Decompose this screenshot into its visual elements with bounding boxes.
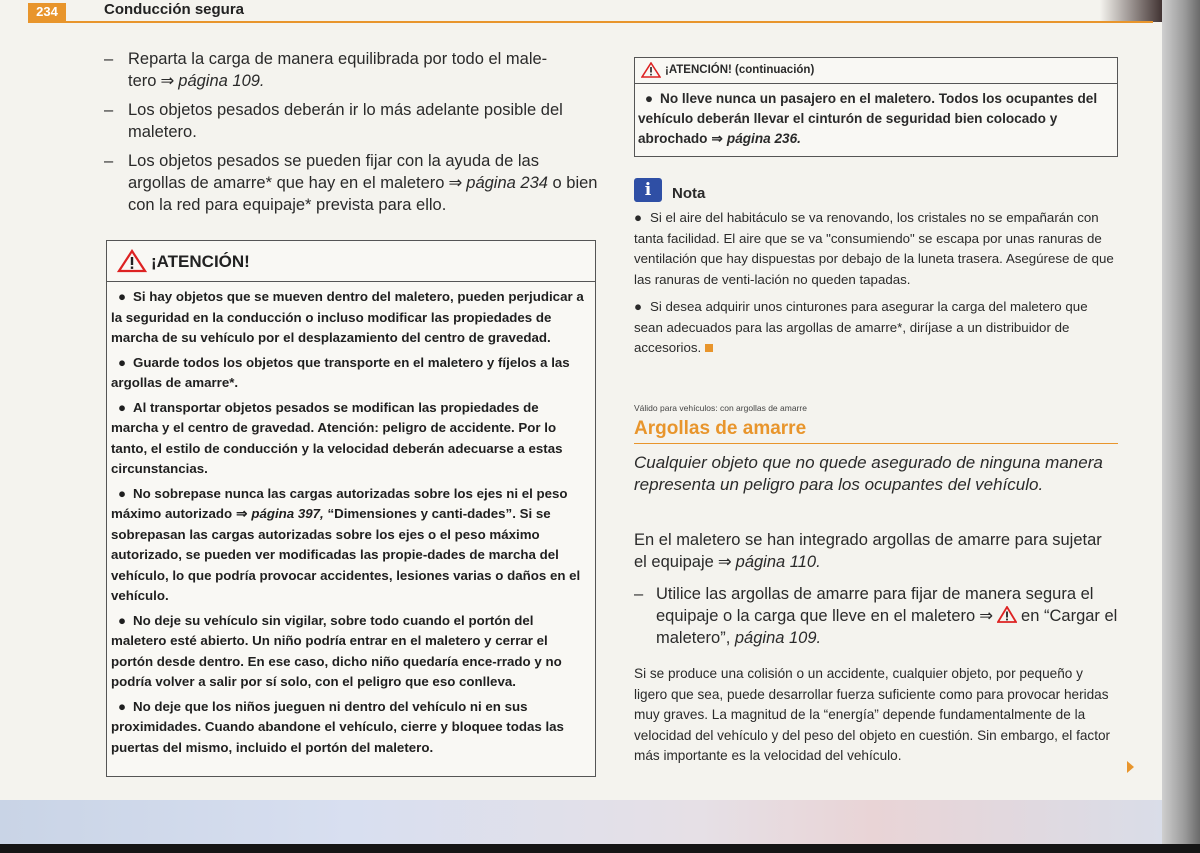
warning-item: [111, 287, 589, 349]
page-reference: página 236.: [726, 131, 801, 146]
end-of-section-icon: [705, 344, 713, 352]
bullet-icon: ●: [117, 354, 127, 370]
note-header: [634, 178, 1118, 208]
dash-marker: –: [104, 101, 114, 119]
instruction-text: [634, 583, 1118, 649]
warning-header: [107, 241, 595, 282]
warning-item: [111, 398, 589, 480]
paragraph-text: En el maletero se han integrado argollas de amarre para sujetar el equipaje: [634, 531, 1102, 571]
arrow-icon: ⇒: [448, 174, 463, 192]
warning-item: [111, 697, 589, 759]
arrow-icon: ⇒: [711, 131, 723, 146]
page-number: 234: [28, 3, 66, 21]
warning-title: ¡ATENCIÓN!: [151, 252, 250, 271]
note-item-text: Si desea adquirir unos cinturones para asegurar la carga del maletero que sean adecuados para las argollas de amarre*, diríjase a un distribuidor de accesorios.: [634, 299, 1088, 355]
warning-continuation-header: [635, 58, 1117, 84]
warning-item-text: No lleve nunca un pasajero en el maletero. Todos los ocupantes del vehículo deberán llevar el cinturón de seguridad bien colocado y abrochado: [638, 91, 1098, 146]
header-rule: [28, 21, 1153, 23]
warning-item-text: Al transportar objetos pesados se modifican las propiedades de marcha y el centro de gravedad. Atención: peligro de accidente. Por lo tanto, el estilo de conducción y la velocidad deberán adecuarse a estas circunstancias.: [111, 399, 563, 476]
warning-item: [111, 611, 589, 693]
instruction-text-after: en “Cargar el maletero”,: [656, 607, 1118, 647]
page-reference: página 109.: [178, 72, 265, 90]
bullet-icon: ●: [117, 289, 127, 304]
instruction-item: [634, 583, 1118, 649]
warning-continuation-body: [635, 84, 1117, 149]
page-reference: página 397,: [251, 506, 324, 521]
bullet-icon: ●: [117, 612, 127, 628]
arrow-icon: ⇒: [160, 72, 175, 90]
page-reference: página 234: [466, 174, 548, 192]
warning-continuation-box: [634, 57, 1118, 157]
warning-triangle-icon: [997, 606, 1017, 623]
bullet-icon: ●: [644, 91, 654, 106]
warning-item-text: Guarde todos los objetos que transporte en el maletero y fíjelos a las argollas de amarre*.: [111, 354, 570, 390]
info-icon: i: [634, 178, 662, 202]
section-title: Argollas de amarre: [634, 418, 807, 439]
dash-marker: –: [104, 152, 114, 170]
page-bottom-edge: [0, 844, 1200, 853]
list-item: [104, 150, 598, 216]
warning-continuation-title: ¡ATENCIÓN! (continuación): [665, 64, 815, 76]
note-item: [634, 297, 1118, 359]
instruction-text-main: Utilice las argollas de amarre para fijar de manera segura el equipaje o la carga que lleve en el maletero: [656, 585, 1094, 625]
note-item: [634, 208, 1118, 290]
bullet-icon: ●: [117, 485, 127, 501]
dash-marker: –: [104, 50, 114, 68]
validity-note: Válido para vehículos: con argollas de amarre: [634, 403, 807, 413]
bullet-icon: ●: [117, 399, 127, 415]
left-dash-list: [104, 48, 598, 223]
arrow-icon: ⇒: [717, 553, 732, 571]
section-paragraph-2: Si se produce una colisión o un accidente, cualquier objeto, por pequeño y ligero que sea, puede desarrollar fuerza suficiente como para provocar heridas muy graves. La magnitud de la “energía” depende fundamentalmente de la velocidad del vehículo y del peso del objeto en cuestión. Sin embargo, el factor más importante es la velocidad del vehículo.: [634, 666, 1111, 763]
warning-item: [111, 353, 589, 394]
warning-box: [106, 240, 596, 777]
warning-item-text: No deje su vehículo sin vigilar, sobre todo cuando el portón del maletero esté abierto. Un niño podría entrar en el maletero y cerrar el portón desde dentro. En ese caso, dicho niño quedaría ence-rrado y no podría volver a salir por sí solo, con el peligro que eso conlleva.: [111, 612, 562, 689]
section-lead: Cualquier objeto que no quede asegurado de ninguna manera representa un peligro para los ocupantes del vehículo.: [634, 453, 1103, 494]
warning-item: [111, 484, 589, 607]
warning-item-text: No sobrepase nunca las cargas autorizadas sobre los ejes ni el peso máximo autorizado: [111, 485, 568, 521]
page-header: [0, 0, 1150, 22]
page-reference: página 110.: [735, 553, 821, 571]
bullet-icon: ●: [634, 299, 643, 314]
note-title: Nota: [672, 185, 706, 202]
chapter-title: Conducción segura: [104, 1, 245, 18]
warning-triangle-icon: [641, 62, 661, 78]
warning-item-text: Si hay objetos que se mueven dentro del maletero, pueden perjudicar a la seguridad en la conducción o incluso modificar las propiedades de marcha de su vehículo por el desplazamiento del centro de gravedad.: [111, 289, 584, 345]
warning-item-text: “Dimensiones y canti-dades”. Si se sobrepasan las cargas autorizadas sobre los ejes o el peso máximo autorizado, se pueden ver modificadas las propie-dades de marcha del vehículo, lo que podría provocar accidentes, lesiones varias o daños en el vehículo.: [111, 506, 581, 603]
dash-marker: –: [634, 585, 644, 603]
section-rule: [634, 443, 1118, 444]
list-item-text: o bien con la red para equipaje* prevista para ello.: [128, 174, 598, 214]
note-item-text: Si el aire del habitáculo se va renovando, los cristales no se empañarán con tanta facilidad. El aire que se va "consumiendo" se escapa por unas ranuras de ventilación que hay dispuestas por debajo de la luneta trasera. Asegúrese de que las ranuras de venti-lación no queden tapadas.: [634, 210, 1114, 287]
list-item-text: Reparta la carga de manera equilibrada por todo el male-tero: [128, 50, 548, 90]
list-item-text: Los objetos pesados deberán ir lo más adelante posible del maletero.: [128, 101, 563, 141]
section-paragraph: [634, 529, 1118, 573]
list-item: [104, 99, 598, 143]
page-bottom-band: [0, 800, 1165, 844]
page-reference: página 109.: [734, 629, 822, 647]
warning-triangle-icon: [117, 249, 147, 273]
bullet-icon: ●: [117, 698, 127, 714]
list-item-text: Los objetos pesados se pueden fijar con la ayuda de las argollas de amarre* que hay en el maletero: [128, 152, 539, 192]
book-spine-edge: [1162, 0, 1200, 853]
warning-item-text: No deje que los niños jueguen ni dentro del vehículo ni en sus proximidades. Cuando abandone el vehículo, cierre y bloquee todas las puertas del mismo, incluido el portón del maletero.: [111, 698, 564, 755]
bullet-icon: ●: [634, 210, 643, 225]
note-section: [634, 178, 1118, 366]
warning-body: [107, 282, 595, 758]
arrow-icon: ⇒: [236, 506, 248, 521]
note-body: [634, 208, 1118, 359]
list-item: [104, 48, 598, 92]
arrow-icon: ⇒: [979, 607, 994, 625]
continue-arrow-icon: [1127, 761, 1134, 773]
